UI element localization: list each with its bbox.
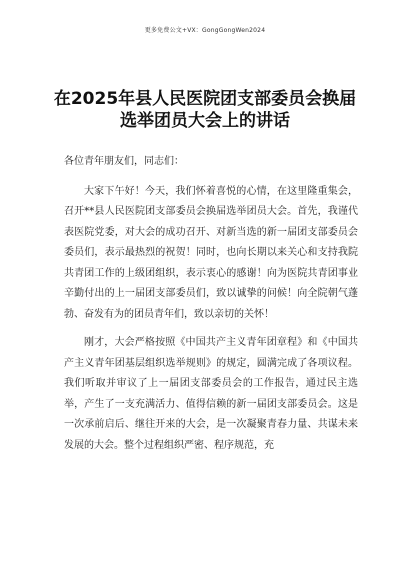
title-line-2: 选举团员大会上的讲话 [120, 111, 290, 131]
document-body [64, 152, 358, 464]
body-paragraph-2: 刚才，大会严格按照《中国共产主义青年团章程》和《中国共产主义青年团基层组织选举规则》的规定，圆满完成了各项议程。我们听取并审议了上一届团支部委员会的工作报告，通过民主选举，产生了一支充满活力、值得信赖的新一届团支部委员会。这是一次承前启后、继往开来的大会，是一次凝聚青春力量、共谋未来发展的大会。整个过程组织严密、程序规范，充 [64, 337, 358, 451]
salutation: 各位青年朋友们，同志们： [64, 156, 184, 167]
body-paragraph-1: 大家下午好！今天，我们怀着喜悦的心情，在这里隆重集会，召开**县人民医院团支部委员会换届选举团员大会。首先，我谨代表医院党委，对大会的成功召开、对新当选的新一届团支部委员会委员们，表示最热烈的祝贺！同时，也向长期以来关心和支持我院共青团工作的上级团组织，表示衷心的感谢！向为医院共青团事业辛勤付出的上一届团支部委员们，致以诚挚的问候！向全院朝气蓬勃、奋发有为的团员青年们，致以亲切的关怀！ [64, 185, 358, 320]
document-title [40, 88, 370, 132]
title-line-1: 在2025年县人民医院团支部委员会换届 [53, 89, 357, 109]
header-note: 更多免费公文+VX：GongGongWen2024 [144, 27, 266, 34]
